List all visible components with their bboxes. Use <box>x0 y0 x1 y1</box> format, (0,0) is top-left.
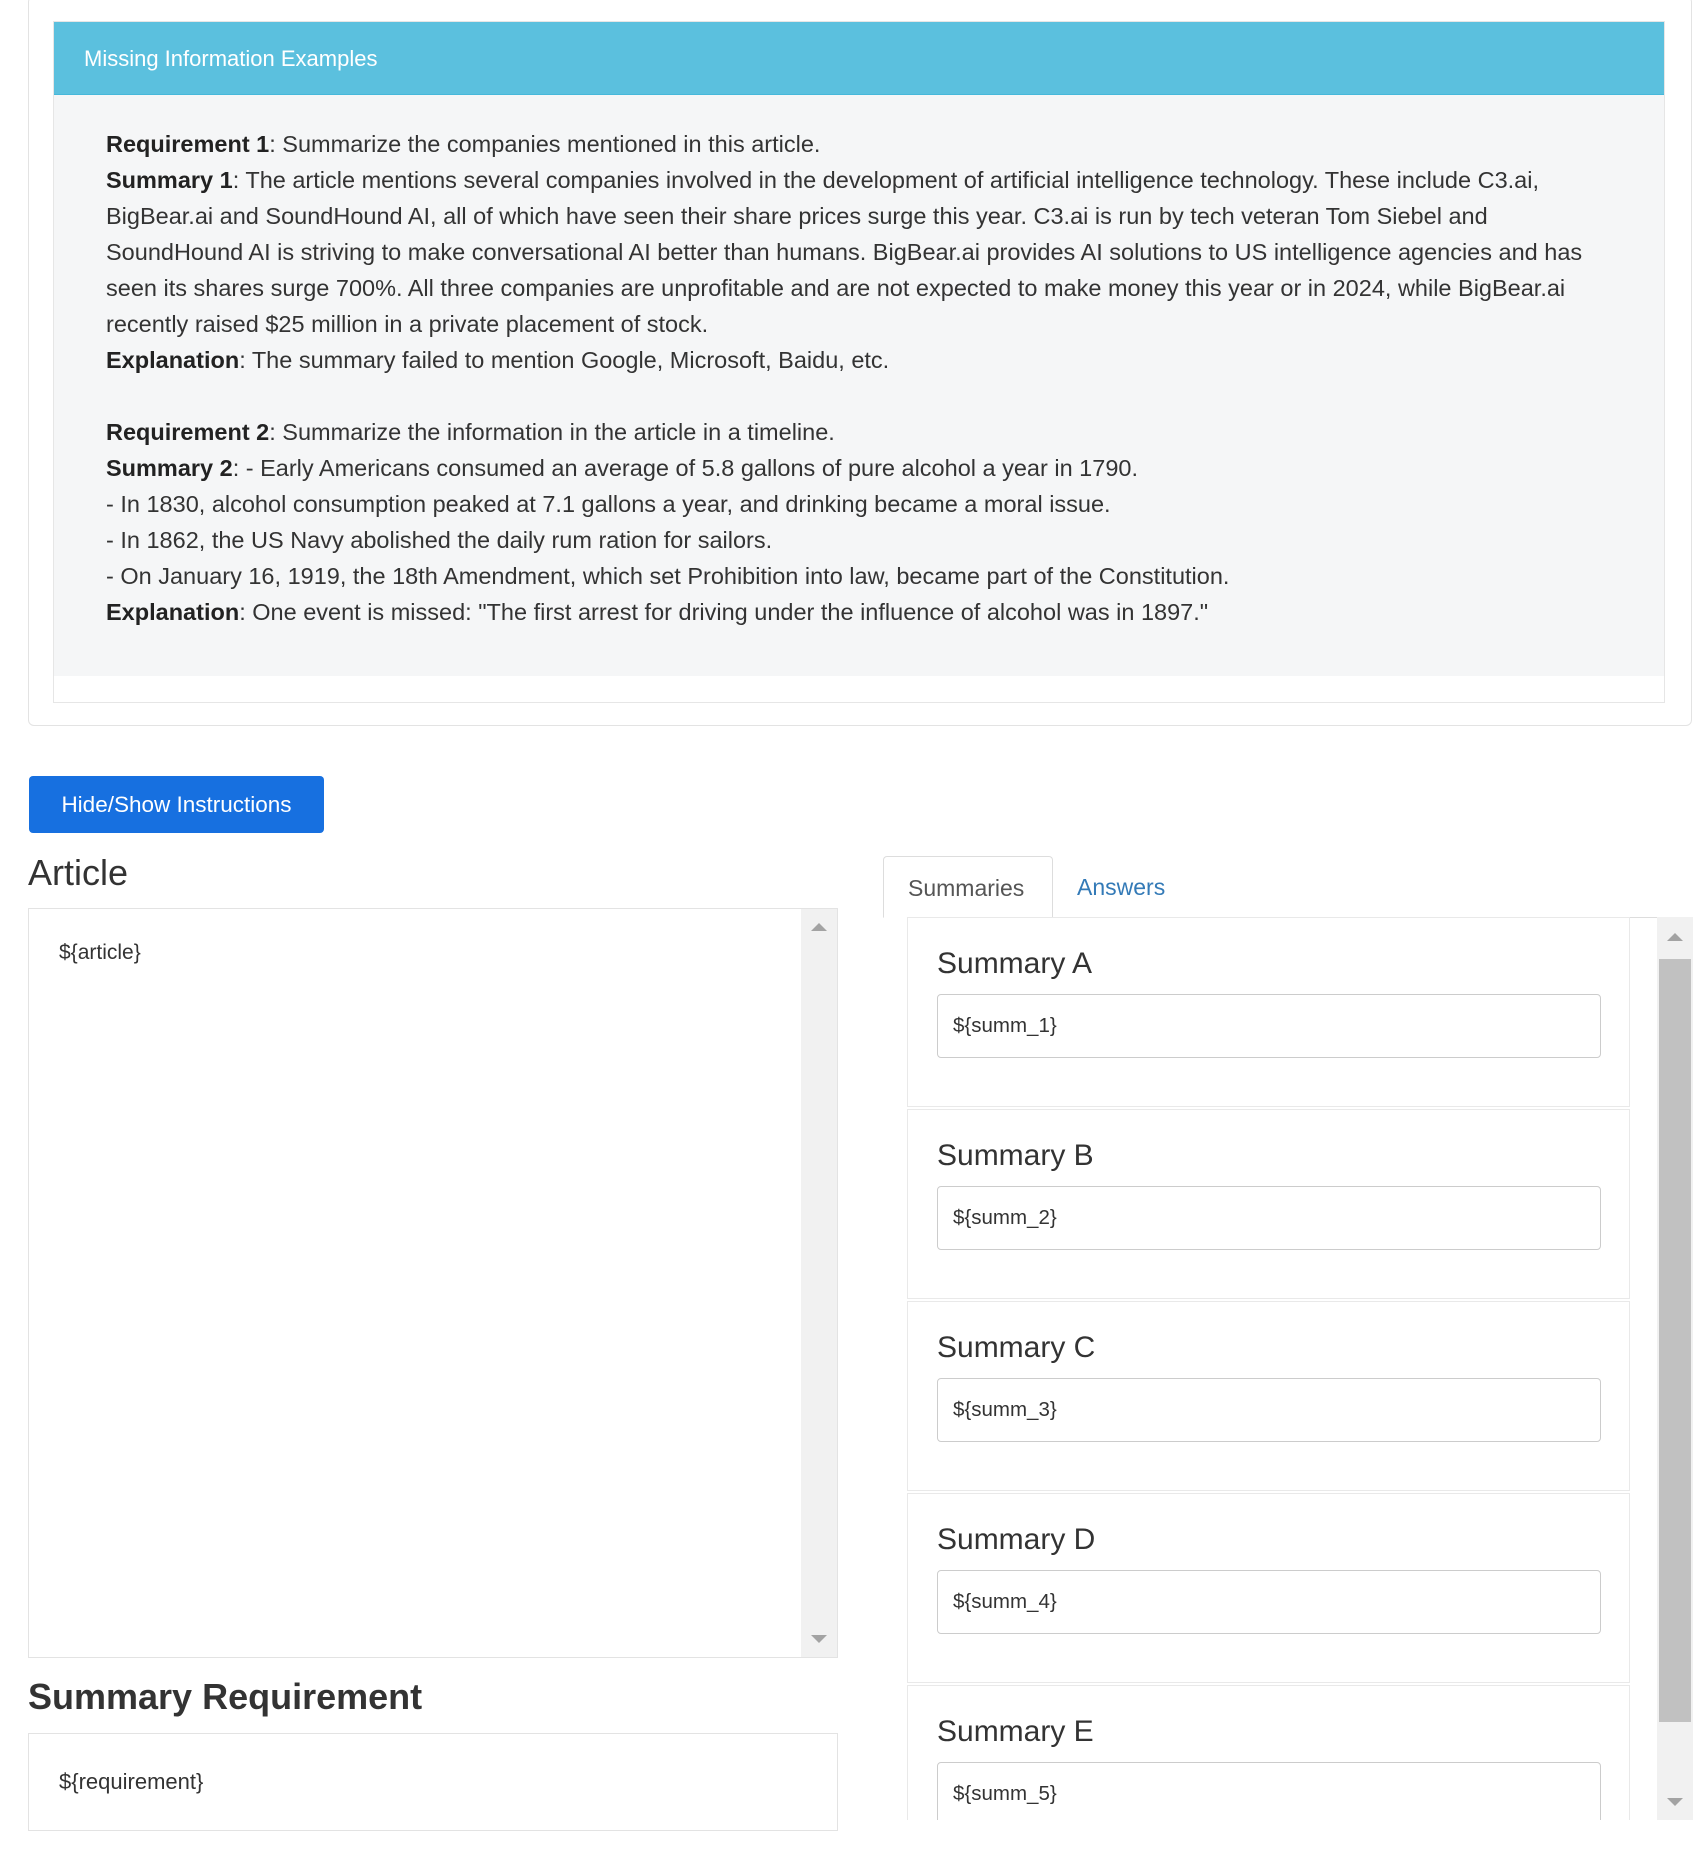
instructions-footer <box>54 676 1664 702</box>
explanation-text: : One event is missed: "The first arrest for driving under the influence of alcohol was in 1897." <box>239 599 1209 625</box>
summary-card <box>907 1685 1630 1820</box>
scroll-down-arrow-icon[interactable] <box>811 1635 827 1643</box>
summary-card <box>907 1493 1630 1683</box>
tab-answers[interactable]: Answers <box>1077 874 1166 900</box>
summary-field[interactable]: ${summ_4} <box>937 1570 1601 1634</box>
explanation-label: Explanation <box>106 347 240 373</box>
explanation-text: : The summary failed to mention Google, Microsoft, Baidu, etc. <box>239 347 890 373</box>
hide-show-instructions-button[interactable]: Hide/Show Instructions <box>29 776 324 833</box>
example-2 <box>106 414 1612 630</box>
summary-line: : The article mentions several companies involved in the development of artificial intelligence technology. These include C3.ai, <box>232 167 1539 193</box>
summary-field[interactable]: ${summ_1} <box>937 994 1601 1058</box>
instructions-heading: Missing Information Examples <box>54 22 1664 95</box>
summary-label: Summary 2 <box>106 455 233 481</box>
requirement-label: Requirement 1 <box>106 131 270 157</box>
summary-card <box>907 1109 1630 1299</box>
summary-line: - In 1862, the US Navy abolished the daily rum ration for sailors. <box>106 527 773 553</box>
summary-line: - On January 16, 1919, the 18th Amendment, which set Prohibition into law, became part of the Constitution. <box>106 563 1230 589</box>
requirement-content: ${requirement} <box>59 1769 204 1794</box>
summary-field[interactable]: ${summ_3} <box>937 1378 1601 1442</box>
scroll-down-arrow-icon[interactable] <box>1667 1798 1683 1806</box>
example-1 <box>106 126 1612 378</box>
summary-card <box>907 917 1630 1107</box>
summary-line: : - Early Americans consumed an average of 5.8 gallons of pure alcohol a year in 1790. <box>232 455 1138 481</box>
article-scrollbar[interactable] <box>801 909 837 1657</box>
requirement-text: : Summarize the companies mentioned in this article. <box>269 131 821 157</box>
summary-title: Summary A <box>937 947 1093 980</box>
scrollbar-thumb[interactable] <box>1659 959 1691 1722</box>
summary-requirement-heading: Summary Requirement <box>28 1676 423 1717</box>
summary-title: Summary D <box>937 1523 1096 1556</box>
article-panel[interactable] <box>28 908 838 1658</box>
summary-field[interactable]: ${summ_5} <box>937 1762 1601 1820</box>
explanation-label: Explanation <box>106 599 240 625</box>
summary-line: seen its shares surge 700%. All three companies are unprofitable and are not expected to make money this year or in 2024, while BigBear.ai <box>106 275 1566 301</box>
instructions-panel <box>53 21 1665 703</box>
summary-field[interactable]: ${summ_2} <box>937 1186 1601 1250</box>
article-content: ${article} <box>59 941 141 964</box>
instructions-body <box>54 95 1664 630</box>
summary-title: Summary B <box>937 1139 1094 1172</box>
summary-line: SoundHound AI is striving to make conversational AI better than humans. BigBear.ai provides AI solutions to US intelligence agencies and has <box>106 239 1583 265</box>
instructions-container <box>28 0 1692 726</box>
summary-line: - In 1830, alcohol consumption peaked at 7.1 gallons a year, and drinking became a moral issue. <box>106 491 1111 517</box>
scroll-up-arrow-icon[interactable] <box>1667 933 1683 941</box>
article-heading: Article <box>28 852 129 893</box>
summary-line: recently raised $25 million in a private placement of stock. <box>106 311 709 337</box>
summaries-scrollbar[interactable] <box>1657 917 1693 1820</box>
summary-label: Summary 1 <box>106 167 233 193</box>
summaries-panel[interactable] <box>883 917 1693 1820</box>
requirement-label: Requirement 2 <box>106 419 270 445</box>
requirement-text: : Summarize the information in the article in a timeline. <box>269 419 835 445</box>
requirement-panel <box>28 1733 838 1831</box>
summary-card <box>907 1301 1630 1491</box>
summary-line: BigBear.ai and SoundHound AI, all of which have seen their share prices surge this year. C3.ai is run by tech veteran Tom Siebel and <box>106 203 1488 229</box>
scroll-up-arrow-icon[interactable] <box>811 923 827 931</box>
summary-title: Summary C <box>937 1331 1096 1364</box>
summary-title: Summary E <box>937 1715 1094 1748</box>
tab-summaries[interactable]: Summaries <box>883 856 1053 918</box>
